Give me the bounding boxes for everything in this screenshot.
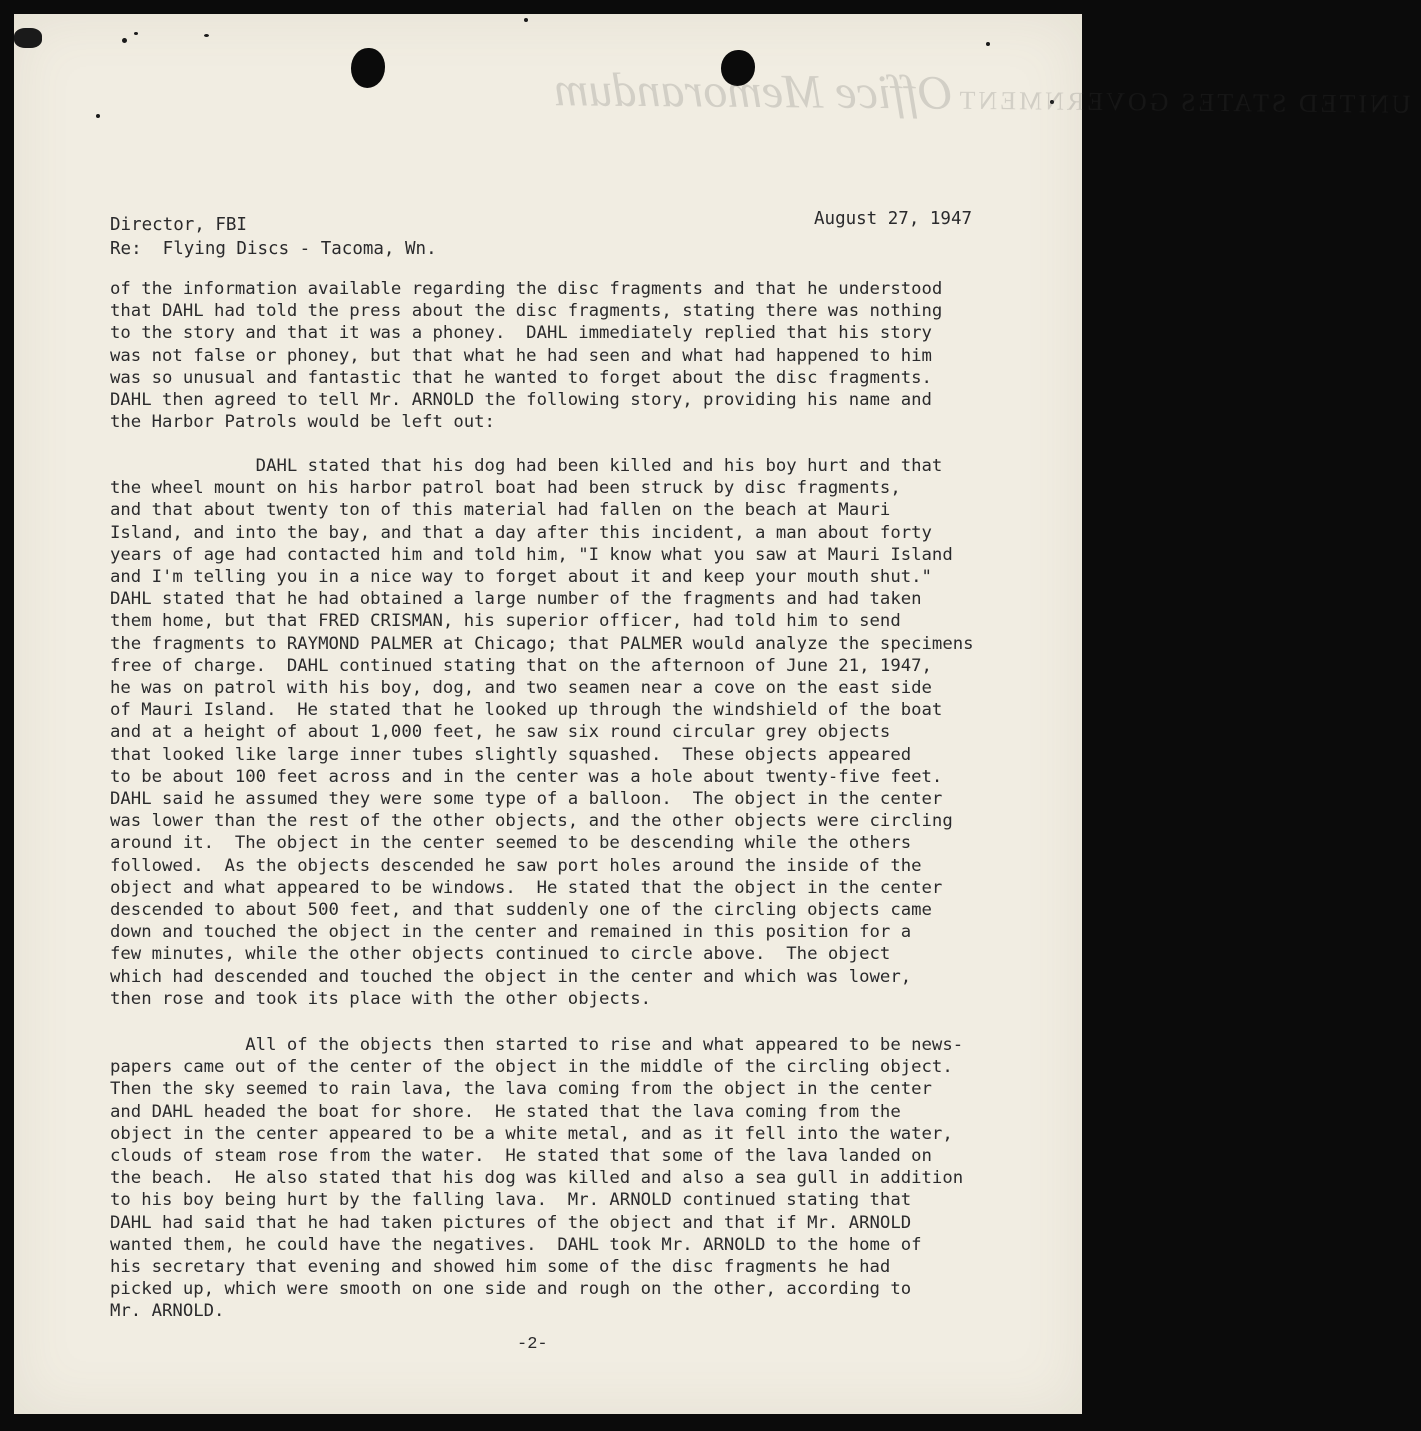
paper-speck — [96, 114, 100, 118]
memo-subject: Re: Flying Discs - Tacoma, Wn. — [110, 239, 437, 259]
paper-speck — [986, 42, 990, 46]
paper-speck — [122, 38, 127, 43]
letterhead-title: Office Memorandum — [553, 63, 953, 120]
memo-addressee: Director, FBI — [110, 215, 247, 235]
torn-corner — [14, 28, 42, 48]
paper-speck — [134, 32, 138, 35]
punch-hole-left — [351, 48, 385, 88]
letterhead-bleedthrough — [554, 62, 1421, 125]
page-number: -2- — [517, 1335, 548, 1354]
letterhead-subtitle: UNITED STATES GOVERNMENT — [956, 85, 1411, 119]
memo-paragraph-1: of the information available regarding the disc fragments and that he understood that DAHL had told the press about the disc fragments, stating there was nothing to the story and that it was a phoney. DAHL immediately replied that his story was not false or phoney, but that what he had seen and what had happened to him was so unusual and fantastic that he wanted to forget about the disc fragments. DAHL then agreed to tell Mr. ARNOLD the following story, providing his name and the Harbor Patrols would be left out: — [110, 279, 943, 433]
paper-speck — [204, 34, 209, 37]
paper-speck — [524, 18, 528, 22]
memo-date: August 27, 1947 — [814, 209, 973, 229]
memo-page — [14, 14, 1411, 1414]
memo-paragraph-3: All of the objects then started to rise and what appeared to be news- papers came out of the center of the object in the middle of the circling object. Then the sky seemed to rain lava, the lava coming from the object in the center and DAHL headed the boat for shore. He stated that the lava coming from the object in the center appeared to be a white metal, and as it fell into the water, clouds of steam rose from the water. He stated that some of the lava landed on the beach. He also stated that his dog was killed and also a sea gull in addition to his boy being hurt by the falling lava. Mr. ARNOLD continued stating that DAHL had said that he had taken pictures of the object and that if Mr. ARNOLD wanted them, he could have the negatives. DAHL took Mr. ARNOLD to the home of his secretary that evening and showed him some of the disc fragments he had picked up, which were smooth on one side and rough on the other, according to Mr. ARNOLD. — [110, 1035, 964, 1322]
memo-paragraph-2: DAHL stated that his dog had been killed and his boy hurt and that the wheel mount on his harbor patrol boat had been struck by disc fragments, and that about twenty ton of this material had fallen on the beach at Mauri Island, and into the bay, and that a day after this incident, a man about forty years of age had contacted him and told him, "I know what you saw at Mauri Island and I'm telling you in a nice way to forget about it and keep your mouth shut." DAHL stated that he had obtained a large number of the fragments and had taken them home, but that FRED CRISMAN, his superior officer, had told him to send the fragments to RAYMOND PALMER at Chicago; that PALMER would analyze the specimens free of charge. DAHL continued stating that on the afternoon of June 21, 1947, he was on patrol with his boy, dog, and two seamen near a cove on the east side of Mauri Island. He stated that he looked up through the windshield of the boat and at a height of about 1,000 feet, he saw six round circular grey objects that looked like large inner tubes slightly squashed. These objects appeared to be about 100 feet across and in the center was a hole about twenty-five feet. DAHL said he assumed they were some type of a balloon. The object in the center was lower than the rest of the other objects, and the other objects were circling around it. The object in the center seemed to be descending while the others followed. As the objects descended he saw port holes around the inside of the object and what appeared to be windows. He stated that the object in the center descended to about 500 feet, and that suddenly one of the circling objects came down and touched the object in the center and remained in this position for a few minutes, while the other objects continued to circle above. The object which had descended and touched the object in the center and which was lower, then rose and took its place with the other objects. — [110, 456, 974, 1009]
